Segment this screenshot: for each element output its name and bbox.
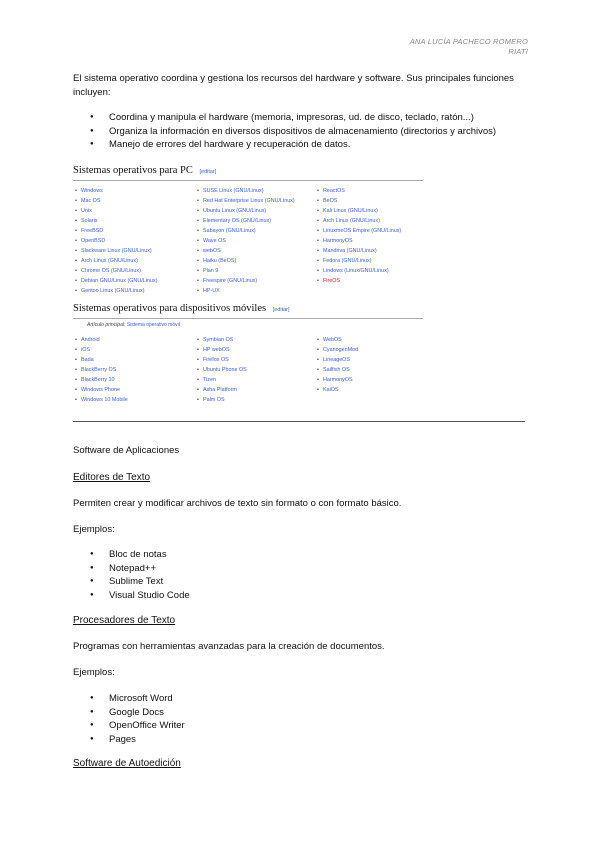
main-article-link[interactable]: Sistema operativo móvil: [126, 322, 180, 328]
processors-description: Programas con herramientas avanzadas para la creación de documentos.: [73, 641, 385, 652]
os-link[interactable]: • FireOS: [315, 276, 423, 286]
document-header: [410, 37, 528, 57]
os-column: [195, 186, 315, 296]
list-item: ● Bloc de notas: [73, 548, 473, 562]
list-item: ● Coordina y manipula el hardware (memoria, impresoras, ud. de disco, teclado, ratón...): [73, 111, 543, 125]
os-link[interactable]: • KaiOS: [315, 385, 423, 395]
intro-functions-list: [73, 111, 543, 152]
pc-os-grid: [73, 186, 423, 296]
os-link[interactable]: • Mandriva (GNU/Linux): [315, 246, 423, 256]
os-link[interactable]: • Gentoo Linux (GNU/Linux): [73, 286, 195, 296]
os-link[interactable]: • Solaris: [73, 216, 195, 226]
os-link[interactable]: • Palm OS: [195, 395, 315, 405]
processors-examples-label: Ejemplos:: [73, 667, 115, 678]
desktop-publishing-title: Software de Autoedición: [73, 758, 181, 769]
list-item: ● Organiza la información en diversos dispositivos de almacenamiento (directorios y archivos): [73, 125, 543, 139]
list-item: ● Pages: [73, 733, 473, 747]
os-column: [73, 335, 195, 405]
os-link[interactable]: • HP-UX: [195, 286, 315, 296]
os-column: [195, 335, 315, 405]
os-list-figure: [73, 165, 423, 405]
editors-examples-label: Ejemplos:: [73, 524, 115, 535]
os-link[interactable]: • Arch Linux (GNU/Linux): [73, 256, 195, 266]
os-link[interactable]: • OpenBSD: [73, 236, 195, 246]
os-link[interactable]: • Windows Phone: [73, 385, 195, 395]
list-item: ● Google Docs: [73, 706, 473, 720]
os-link[interactable]: • Slackware Linux (GNU/Linux): [73, 246, 195, 256]
list-item: ● OpenOffice Writer: [73, 719, 473, 733]
os-link[interactable]: • SUSE Linux (GNU/Linux): [195, 186, 315, 196]
os-link[interactable]: • LinuxmeOS Empire (GNU/Linux): [315, 226, 423, 236]
list-item: ● Notepad++: [73, 562, 473, 576]
mobile-os-heading: Sistemas operativos para dispositivos móviles [editar]: [73, 303, 423, 319]
processors-examples-list: [73, 692, 473, 746]
os-link[interactable]: • Debian GNU/Linux (GNU/Linux): [73, 276, 195, 286]
horizontal-rule: [73, 421, 525, 422]
os-link[interactable]: • Freespire (GNU/Linux): [195, 276, 315, 286]
os-column: [315, 186, 423, 296]
os-link[interactable]: • iOS: [73, 345, 195, 355]
os-link[interactable]: • HP webOS: [195, 345, 315, 355]
edit-link[interactable]: [editar]: [272, 307, 290, 313]
os-link[interactable]: • BlackBerry OS: [73, 365, 195, 375]
os-link[interactable]: • Sailfish OS: [315, 365, 423, 375]
processors-title: Procesadores de Texto: [73, 615, 176, 626]
edit-link[interactable]: [editar]: [199, 169, 217, 175]
editors-examples-list: [73, 548, 473, 602]
os-link[interactable]: • LineageOS: [315, 355, 423, 365]
list-item: ● Microsoft Word: [73, 692, 473, 706]
os-column: [73, 186, 195, 296]
os-link[interactable]: • Elementary OS (GNU/Linux): [195, 216, 315, 226]
os-link[interactable]: • CyanogenMod: [315, 345, 423, 355]
author-name: ANA LUCÍA PACHECO ROMERO: [409, 37, 528, 46]
intro-paragraph: El sistema operativo coordina y gestiona los recursos del hardware y software. Sus principales funciones incluyen:: [73, 73, 514, 98]
os-link[interactable]: • Kali Linux (GNU/Linux): [315, 206, 423, 216]
os-link[interactable]: • Unix: [73, 206, 195, 216]
os-link[interactable]: • Asha Platform: [195, 385, 315, 395]
os-link[interactable]: • Ubuntu Phone OS: [195, 365, 315, 375]
list-item: ● Visual Studio Code: [73, 589, 473, 603]
os-column: [315, 335, 423, 405]
list-item: ● Sublime Text: [73, 575, 473, 589]
editors-description: Permiten crear y modificar archivos de texto sin formato o con formato básico.: [73, 498, 402, 509]
os-link[interactable]: • Chrome OS (GNU/Linux): [73, 266, 195, 276]
os-link[interactable]: • Arch Linux (GNU/Linux): [315, 216, 423, 226]
os-link[interactable]: • Ubuntu Linux (GNU/Linux): [195, 206, 315, 216]
os-link[interactable]: • Plan 9: [195, 266, 315, 276]
os-link[interactable]: • Fedora (GNU/Linux): [315, 256, 423, 266]
main-article-note: Artículo principal: Sistema operativo móvil: [87, 322, 180, 328]
software-section-title: Software de Aplicaciones: [73, 445, 180, 456]
os-link[interactable]: • Windows 10 Mobile: [73, 395, 195, 405]
os-link[interactable]: • ReactOS: [315, 186, 423, 196]
os-link[interactable]: • webOS: [195, 246, 315, 256]
os-link[interactable]: • FreeBSD: [73, 226, 195, 236]
os-link[interactable]: • Mac OS: [73, 196, 195, 206]
pc-os-heading: Sistemas operativos para PC [editar]: [73, 165, 423, 181]
os-link[interactable]: • Symbian OS: [195, 335, 315, 345]
mobile-os-grid: [73, 335, 423, 405]
os-link[interactable]: • HarmonyOS: [315, 375, 423, 385]
os-link[interactable]: • Red Hat Enterprise Linux (GNU/Linux): [195, 196, 315, 206]
os-link[interactable]: • Firefox OS: [195, 355, 315, 365]
os-link[interactable]: • Android: [73, 335, 195, 345]
editors-title: Editores de Texto: [73, 472, 151, 483]
author-subtitle: RIATI: [508, 47, 528, 56]
os-link[interactable]: • Sabayon (GNU/Linux): [195, 226, 315, 236]
list-item: ● Manejo de errores del hardware y recuperación de datos.: [73, 138, 543, 152]
os-link[interactable]: • BlackBerry 10: [73, 375, 195, 385]
os-link[interactable]: • BeOS: [315, 196, 423, 206]
os-link[interactable]: • WebOS: [315, 335, 423, 345]
os-link[interactable]: • Wave OS: [195, 236, 315, 246]
os-link[interactable]: • Bada: [73, 355, 195, 365]
os-link[interactable]: • Lindows (Linux/GNU/Linux): [315, 266, 423, 276]
os-link[interactable]: • Tizen: [195, 375, 315, 385]
os-link[interactable]: • HarmonyOS: [315, 236, 423, 246]
os-link[interactable]: • Windows: [73, 186, 195, 196]
os-link[interactable]: • Haiku (BeOS): [195, 256, 315, 266]
